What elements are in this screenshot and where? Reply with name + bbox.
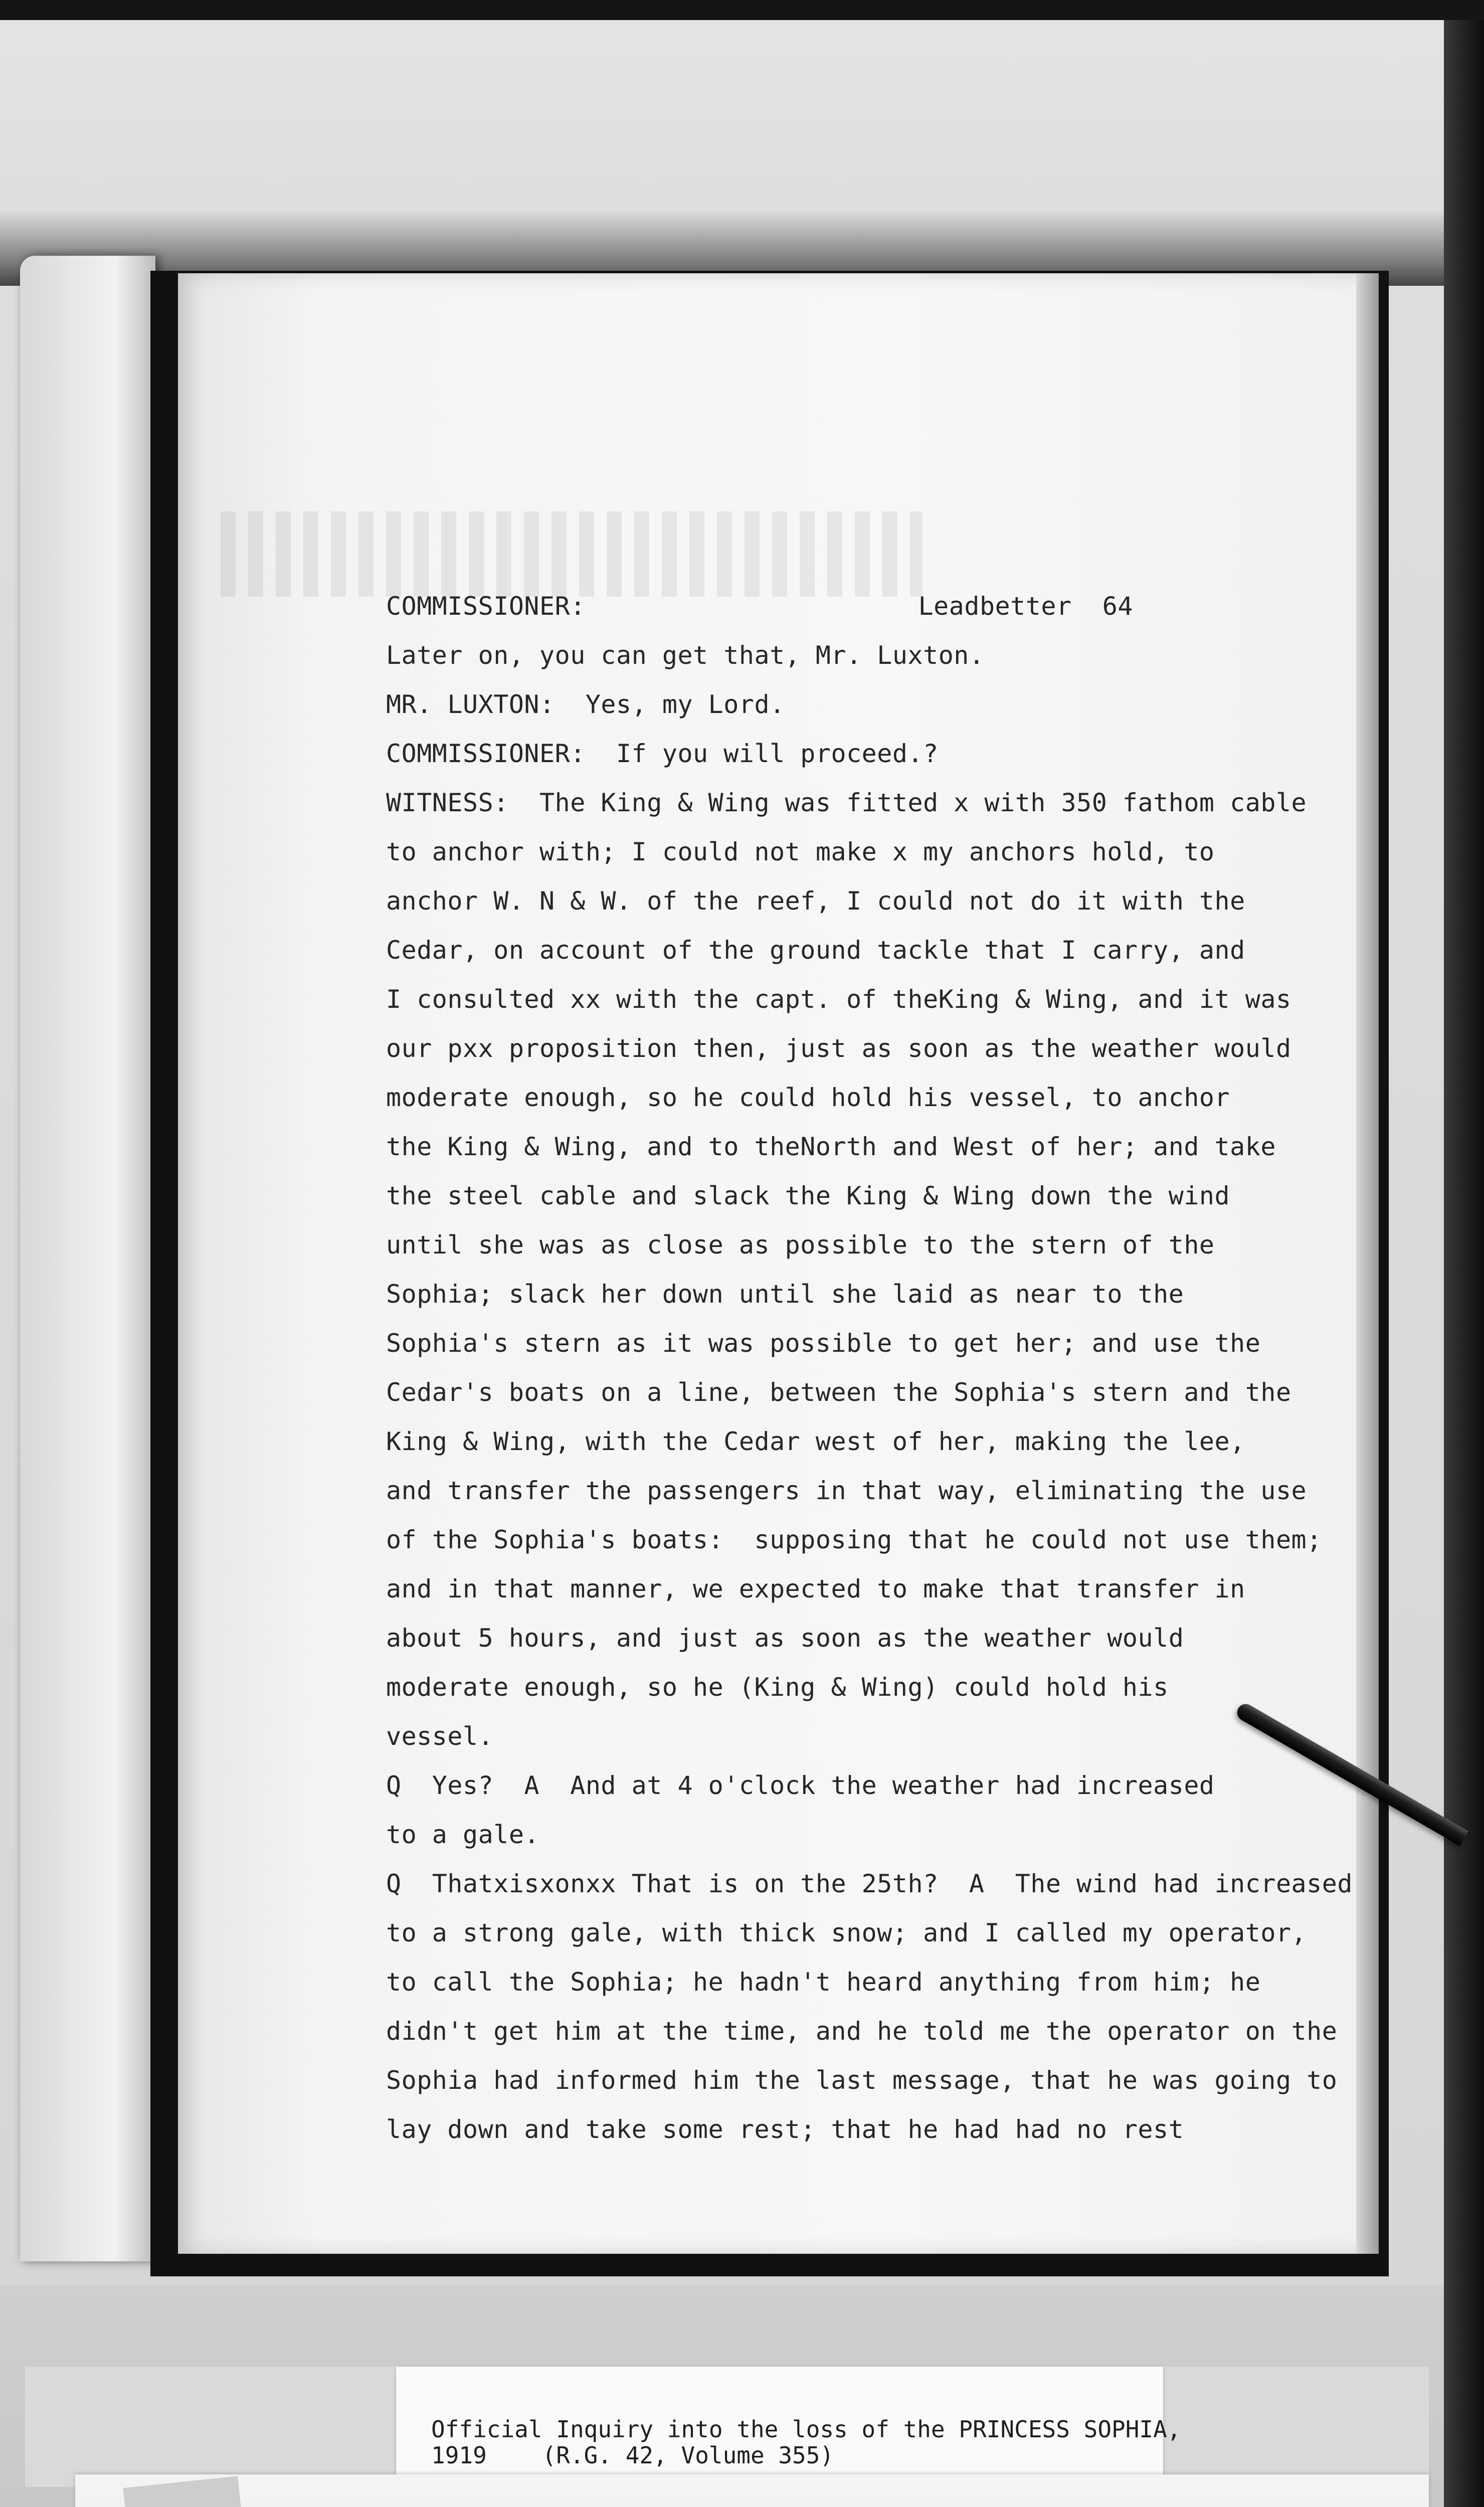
transcript-line: WITNESS: The King & Wing was fitted x with 350 fathom cable [386, 788, 1307, 817]
transcript-line: of the Sophia's boats: supposing that he could not use them; [386, 1525, 1322, 1554]
transcript-header [386, 582, 1133, 631]
transcript-text [386, 582, 1364, 2154]
transcript-line: to anchor with; I could not make x my anchors hold, to [386, 837, 1215, 866]
transcript-line: COMMISSIONER: If you will proceed.? [386, 739, 939, 768]
transcript-line: Sophia's stern as it was possible to get her; and use the [386, 1329, 1261, 1358]
transcript-line: to a strong gale, with thick snow; and I called my operator, [386, 1918, 1307, 1947]
header-speaker: COMMISSIONER: [386, 592, 586, 621]
transcript-line: didn't get him at the time, and he told me the operator on the [386, 2017, 1338, 2046]
transcript-line: MR. LUXTON: Yes, my Lord. [386, 690, 785, 719]
transcript-line: Sophia had informed him the last message, that he was going to [386, 2066, 1338, 2095]
transcript-line: anchor W. N & W. of the reef, I could not do it with the [386, 886, 1245, 916]
label-line-title: Official Inquiry into the loss of the PRINCESS SOPHIA, [431, 2416, 1181, 2443]
transcript-line: the King & Wing, and to theNorth and West of her; and take [386, 1132, 1276, 1161]
transcript-line: and in that manner, we expected to make that transfer in [386, 1574, 1245, 1603]
transcript-line: Sophia; slack her down until she laid as near to the [386, 1280, 1184, 1309]
transcript-line: Cedar's boats on a line, between the Sophia's stern and the [386, 1378, 1291, 1407]
transcript-line: until she was as close as possible to the stern of the [386, 1230, 1215, 1260]
transcript-line: Cedar, on account of the ground tackle that I carry, and [386, 936, 1245, 965]
archives-card [75, 2474, 1429, 2507]
header-witness-page: Leadbetter 64 [918, 592, 1133, 621]
transcript-line: moderate enough, so he could hold his vessel, to anchor [386, 1083, 1230, 1112]
transcript-line: moderate enough, so he (King & Wing) could hold his [386, 1673, 1169, 1702]
collection-label-card [396, 2367, 1181, 2474]
top-shadow-band [0, 0, 1484, 20]
transcript-line: our pxx proposition then, just as soon as the weather would [386, 1034, 1291, 1063]
transcript-line: about 5 hours, and just as soon as the weather would [386, 1624, 1184, 1653]
transcript-line: I consulted xx with the capt. of theKing & Wing, and it was [386, 985, 1291, 1014]
label-line-reference: 1919 (R.G. 42, Volume 355) [431, 2442, 834, 2469]
transcript-line: and transfer the passengers in that way, eliminating the use [386, 1476, 1307, 1505]
right-edge-strip [1444, 20, 1484, 2507]
transcript-line: lay down and take some rest; that he had had no rest [386, 2115, 1184, 2144]
transcript-line: vessel. [386, 1722, 494, 1751]
transcript-line: the steel cable and slack the King & Wing down the wind [386, 1181, 1230, 1210]
transcript-line: to call the Sophia; he hadn't heard anything from him; he [386, 1967, 1261, 1997]
transcript-line: Q Thatxisxonxx That is on the 25th? A The wind had increased [386, 1869, 1353, 1898]
left-page-stack [20, 256, 155, 2261]
transcript-line: Later on, you can get that, Mr. Luxton. [386, 641, 985, 670]
transcript-line: to a gale. [386, 1820, 540, 1849]
transcript-line: King & Wing, with the Cedar west of her, making the lee, [386, 1427, 1245, 1456]
transcript-line: Q Yes? A And at 4 o'clock the weather had increased [386, 1771, 1215, 1800]
